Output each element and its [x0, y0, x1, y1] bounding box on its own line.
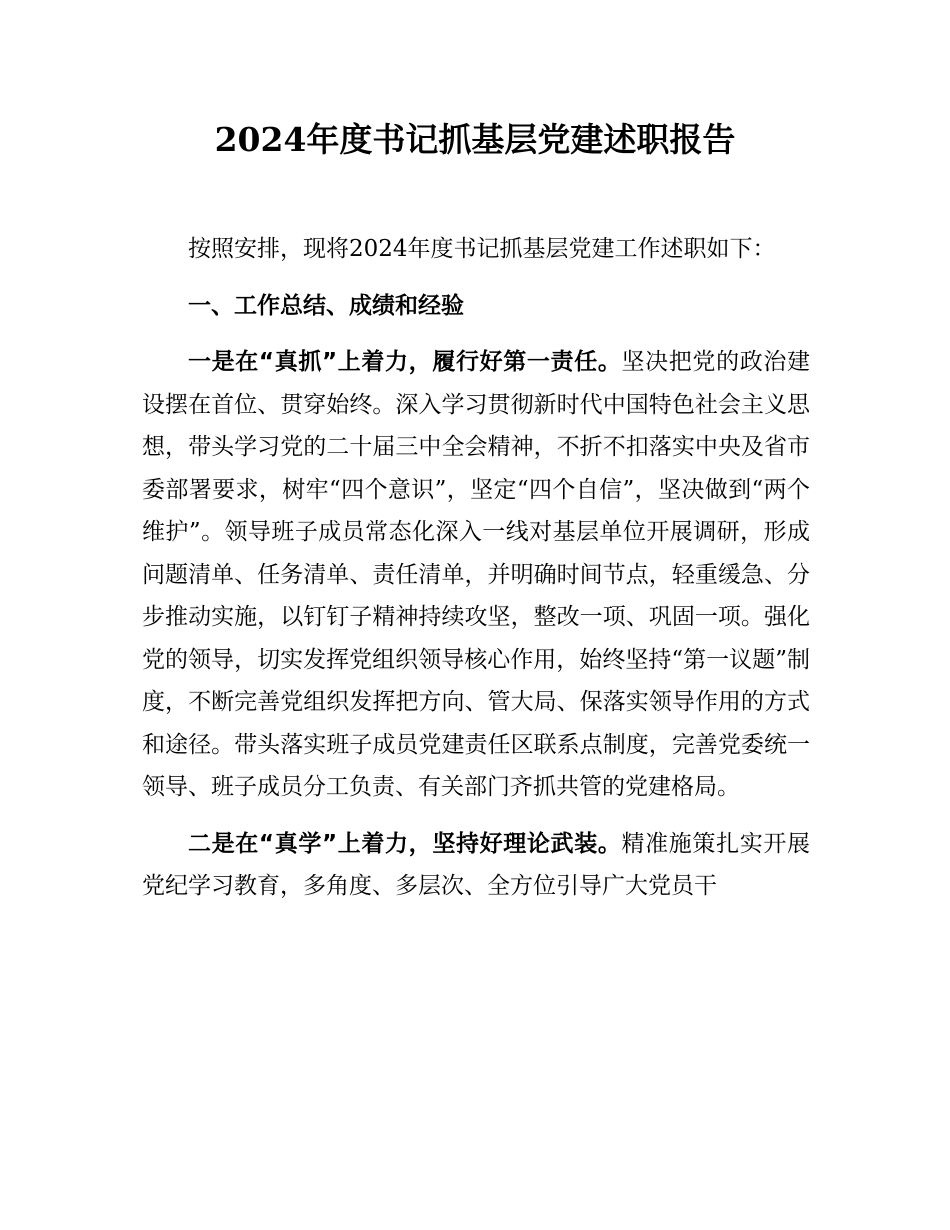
document-title: 2024年度书记抓基层党建述职报告 — [214, 120, 736, 159]
paragraph-one — [142, 341, 810, 809]
paragraph-two — [142, 823, 810, 908]
paragraph-two-text: 精准施策扎实开展党纪学习教育，多角度、多层次、全方位引导广大党员干 — [142, 830, 810, 899]
document-body — [142, 228, 810, 908]
paragraph-two-lead: 二是在“真学”上着力，坚持好理论武装。 — [188, 830, 622, 857]
paragraph-one-lead: 一是在“真抓”上着力，履行好第一责任。 — [188, 349, 622, 375]
intro-paragraph: 按照安排，现将2024年度书记抓基层党建工作述职如下： — [188, 236, 776, 262]
paragraph-one-text: 坚决把党的政治建设摆在首位、贯穿始终。深入学习贯彻新时代中国特色社会主义思想，带头学习党的二十届三中全会精神，不折不扣落实中央及省市委部署要求，树牢“四个意识”，坚定“四个自信”，坚决做到“两个维护”。领导班子成员常态化深入一线对基层单位开展调研，形成问题清单、任务清单、责任清单，并明确时间节点，轻重缓急、分步推动实施，以钉钉子精神持续攻坚，整改一项、巩固一项。强化党的领导，切实发挥党组织领导核心作用，始终坚持“第一议题”制度，不断完善党组织发挥把方向、管大局、保落实领导作用的方式和途径。带头落实班子成员党建责任区联系点制度，完善党委统一领导、班子成员分工负责、有关部门齐抓共管的党建格局。 — [142, 349, 810, 800]
section-heading: 一、工作总结、成绩和经验 — [188, 292, 464, 319]
